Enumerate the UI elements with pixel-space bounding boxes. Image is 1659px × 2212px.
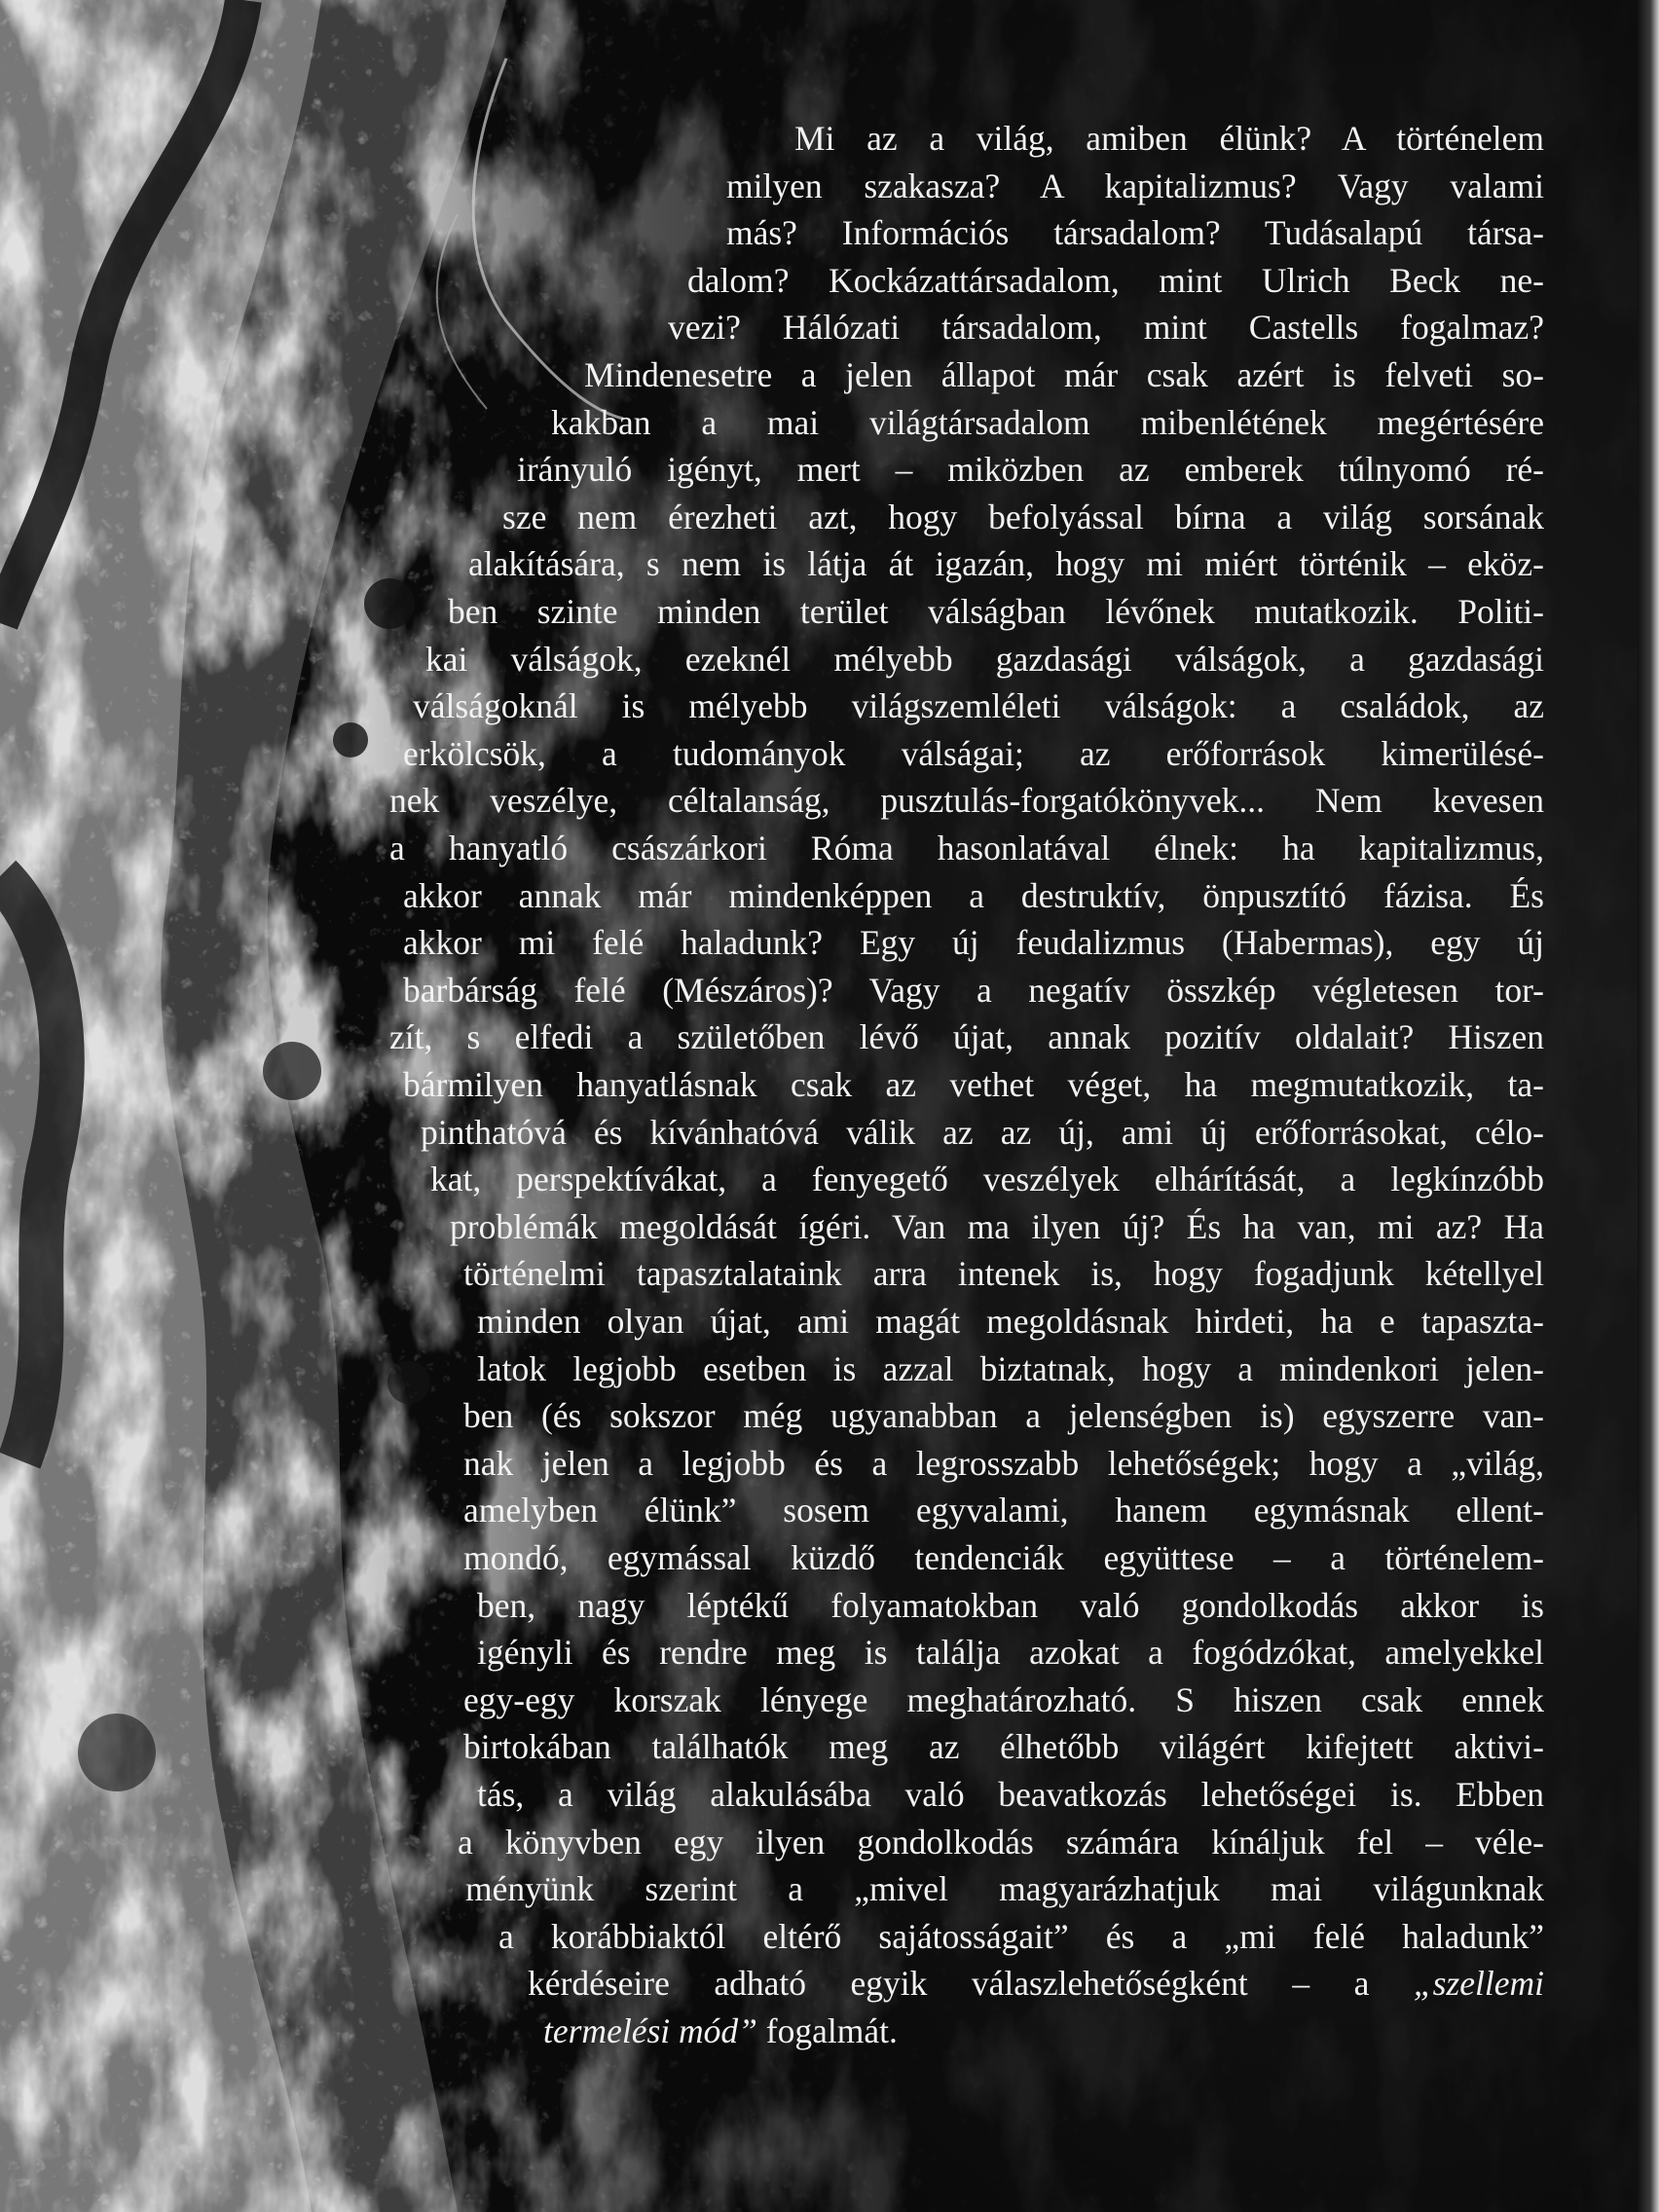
blurb-line: problémák megoldását ígéri. Van ma ilyen új? És ha van, mi az? Ha (450, 1207, 1544, 1246)
blurb-line: kakban a mai világtársadalom mibenlétének megértésére (551, 403, 1544, 442)
blurb-line: a korábbiaktól eltérő sajátosságait” és a „mi felé haladunk” (498, 1917, 1544, 1956)
blurb-line: a könyvben egy ilyen gondolkodás számára kínáljuk fel – véle- (458, 1823, 1544, 1862)
blurb-line: kat, perspektívákat, a fenyegető veszélyek elhárítását, a legkínzóbb (430, 1160, 1544, 1198)
blurb-ending: fogalmát. (756, 2011, 898, 2050)
blurb-line: amelyben élünk” sosem egyvalami, hanem egymásnak ellent- (463, 1491, 1544, 1530)
blurb-line: pinthatóvá és kívánhatóvá válik az az új, ami új erőforrásokat, célo- (421, 1113, 1544, 1152)
blurb-line: nak jelen a legjobb és a legrosszabb lehetőségek; hogy a „világ, (463, 1444, 1544, 1483)
blurb-line: válságoknál is mélyebb világszemléleti válságok: a családok, az (413, 686, 1544, 725)
blurb-line: minden olyan újat, ami magát megoldásnak hirdeti, ha e tapaszta- (477, 1302, 1544, 1341)
blurb-line: igényli és rendre meg is találja azokat a fogódzókat, amelyekkel (477, 1633, 1544, 1672)
blurb-line: dalom? Kockázattársadalom, mint Ulrich Beck ne- (687, 261, 1544, 300)
blurb-line: ben, nagy léptékű folyamatokban való gondolkodás akkor is (477, 1586, 1544, 1625)
blurb-line: más? Információs társadalom? Tudásalapú társa- (726, 213, 1544, 252)
blurb-line: tás, a világ alakulásába való beavatkozás lehetőségei is. Ebben (477, 1775, 1544, 1814)
blurb-line: akkor mi felé haladunk? Egy új feudalizmus (Habermas), egy új (403, 923, 1544, 962)
blurb-last-line (543, 2008, 1544, 2055)
blurb-line: erkölcsök, a tudományok válságai; az erőforrások kimerülésé- (403, 734, 1544, 773)
blurb-line: akkor annak már mindenképpen a destruktív, önpusztító fázisa. És (403, 876, 1544, 915)
blurb-line: milyen szakasza? A kapitalizmus? Vagy valami (726, 166, 1544, 205)
blurb-line: történelmi tapasztalataink arra intenek is, hogy fogadjunk kétellyel (463, 1254, 1544, 1293)
blurb-line: sze nem érezheti azt, hogy befolyással bírna a világ sorsának (502, 498, 1544, 536)
back-cover-blurb (0, 115, 1659, 2159)
term-italic-part-2: termelési mód” (543, 2011, 757, 2050)
blurb-line: ményünk szerint a „mivel magyarázhatjuk mai világunknak (465, 1869, 1544, 1908)
blurb-line: alakítására, s nem is látja át igazán, hogy mi miért történik – eköz- (468, 544, 1544, 583)
blurb-line: latok legjobb esetben is azzal biztatnak, hogy a mindenkori jelen- (477, 1349, 1544, 1388)
blurb-line: vezi? Hálózati társadalom, mint Castells fogalmaz? (668, 308, 1544, 347)
blurb-line: ben szinte minden terület válságban lévőnek mutatkozik. Politi- (448, 592, 1544, 631)
blurb-line: nek veszélye, céltalanság, pusztulás-forgatókönyvek... Nem kevesen (389, 781, 1544, 820)
blurb-line-text: kérdéseire adható egyik válaszlehetőségként – a (528, 1964, 1414, 2003)
blurb-line-with-term-start (528, 1960, 1544, 2008)
blurb-line: barbárság felé (Mészáros)? Vagy a negatív összkép végletesen tor- (403, 971, 1544, 1010)
blurb-line: a hanyatló császárkori Róma hasonlatával élnek: ha kapitalizmus, (389, 829, 1544, 867)
blurb-line: egy-egy korszak lényege meghatározható. S hiszen csak ennek (463, 1680, 1544, 1719)
blurb-line: mondó, egymással küzdő tendenciák együttese – a történelem- (463, 1538, 1544, 1577)
blurb-line: bármilyen hanyatlásnak csak az vethet véget, ha megmutatkozik, ta- (403, 1065, 1544, 1104)
blurb-line: zít, s elfedi a születőben lévő újat, annak pozitív oldalait? Hiszen (389, 1017, 1544, 1056)
blurb-line: Mi az a világ, amiben élünk? A történelem (794, 119, 1544, 158)
term-italic-part-1: „szellemi (1413, 1964, 1544, 2003)
blurb-line: birtokában találhatók meg az élhetőbb világért kifejtett aktivi- (463, 1727, 1544, 1766)
blurb-line: irányuló igényt, mert – miközben az emberek túlnyomó ré- (517, 450, 1544, 489)
blurb-line: ben (és sokszor még ugyanabban a jelenségben is) egyszerre van- (463, 1396, 1544, 1435)
blurb-line: Mindenesetre a jelen állapot már csak azért is felveti so- (584, 355, 1544, 394)
blurb-line: kai válságok, ezeknél mélyebb gazdasági válságok, a gazdasági (425, 640, 1544, 679)
